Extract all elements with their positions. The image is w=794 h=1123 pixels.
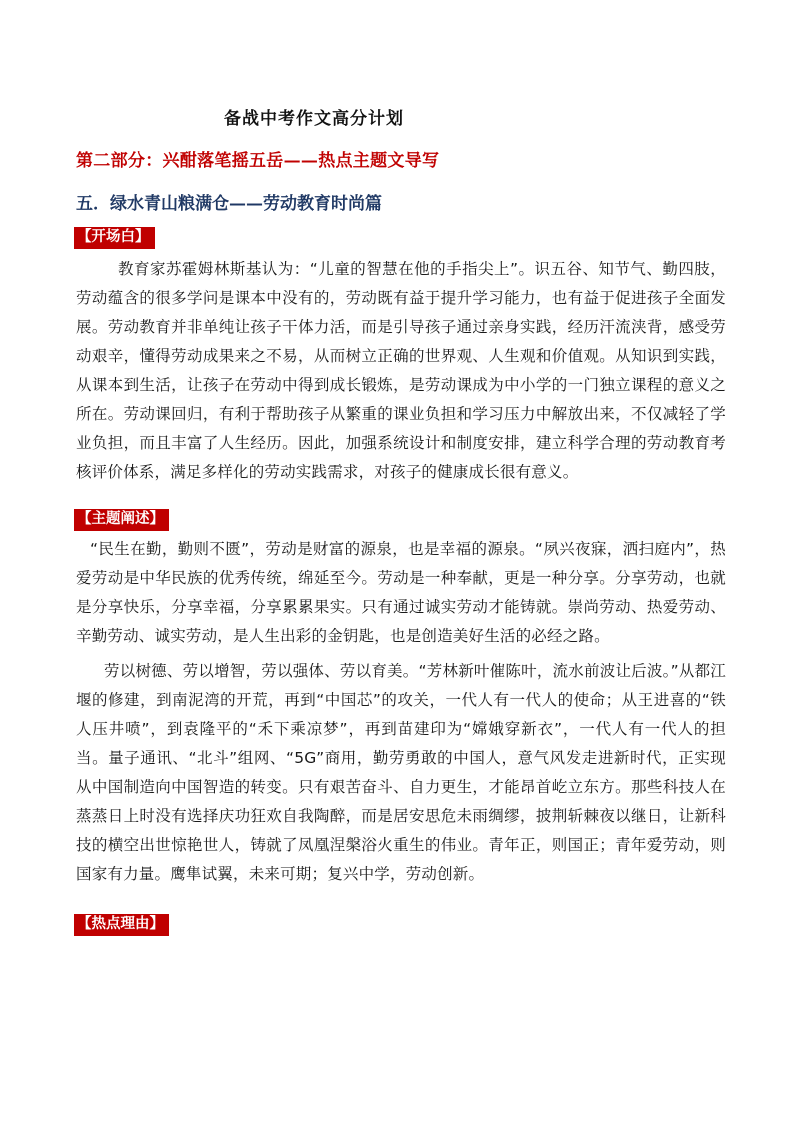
theme-badge: 【主题阐述】 <box>74 509 169 531</box>
theme-paragraph-2: 劳以树德、劳以增智，劳以强体、劳以育美。“芳林新叶催陈叶，流水前波让后波。”从都江堰的修建，到南泥湾的开荒，再到“中国芯”的攻关，一代人有一代人的使命；从王进喜的“铁人压井喷”，到袁隆平的“禾下乘凉梦”，再到苗建印为“嫦娥穿新衣”，一代人有一代人的担当。量子通讯、“北斗”组网、“5G”商用，勤劳勇敢的中国人，意气风发走进新时代，正实现从中国制造向中国智造的转变。只有艰苦奋斗、自力更生，才能昂首屹立东方。那些科技人在蒸蒸日上时没有选择庆功狂欢自我陶醉，而是居安思危未雨绸缪，披荆斩棘夜以继日，让新科技的横空出世惊艳世人，铸就了凤凰涅槃浴火重生的伟业。青年正，则国正；青年爱劳动，则国家有力量。鹰隼试翼，未来可期；复兴中学，劳动创新。 <box>76 662 726 883</box>
reason-badge: 【热点理由】 <box>74 914 169 936</box>
theme-paragraph-1: “民生在勤，勤则不匮”，劳动是财富的源泉，也是幸福的源泉。“夙兴夜寐，洒扫庭内”，热爱劳动是中华民族的优秀传统，绵延至今。劳动是一种奉献，更是一种分享。分享劳动，也就是分享快乐，分享幸福，分享累累果实。只有通过诚实劳动才能铸就。崇尚劳动、热爱劳动、辛勤劳动、诚实劳动，是人生出彩的金钥匙，也是创造美好生活的必经之路。 <box>76 540 726 645</box>
opening-badge: 【开场白】 <box>74 227 155 249</box>
document-title: 备战中考作文高分计划 <box>224 109 404 129</box>
section-heading: 五．绿水青山粮满仓——劳动教育时尚篇 <box>76 194 382 214</box>
opening-paragraph: 教育家苏霍姆林斯基认为：“儿童的智慧在他的手指尖上”。识五谷、知节气、勤四肢，劳动蕴含的很多学问是课本中没有的，劳动既有益于提升学习能力，也有益于促进孩子全面发展。劳动教育并非单纯让孩子干体力活，而是引导孩子通过亲身实践，经历汗流浃背，感受劳动艰辛，懂得劳动成果来之不易，从而树立正确的世界观、人生观和价值观。从知识到实践，从课本到生活，让孩子在劳动中得到成长锻炼，是劳动课成为中小学的一门独立课程的意义之所在。劳动课回归，有利于帮助孩子从繁重的课业负担和学习压力中解放出来，不仅减轻了学业负担，而且丰富了人生经历。因此，加强系统设计和制度安排，建立科学合理的劳动教育考核评价体系，满足多样化的劳动实践需求，对孩子的健康成长很有意义。 <box>76 260 726 481</box>
part-heading: 第二部分：兴酣落笔摇五岳——热点主题文导写 <box>76 151 440 171</box>
